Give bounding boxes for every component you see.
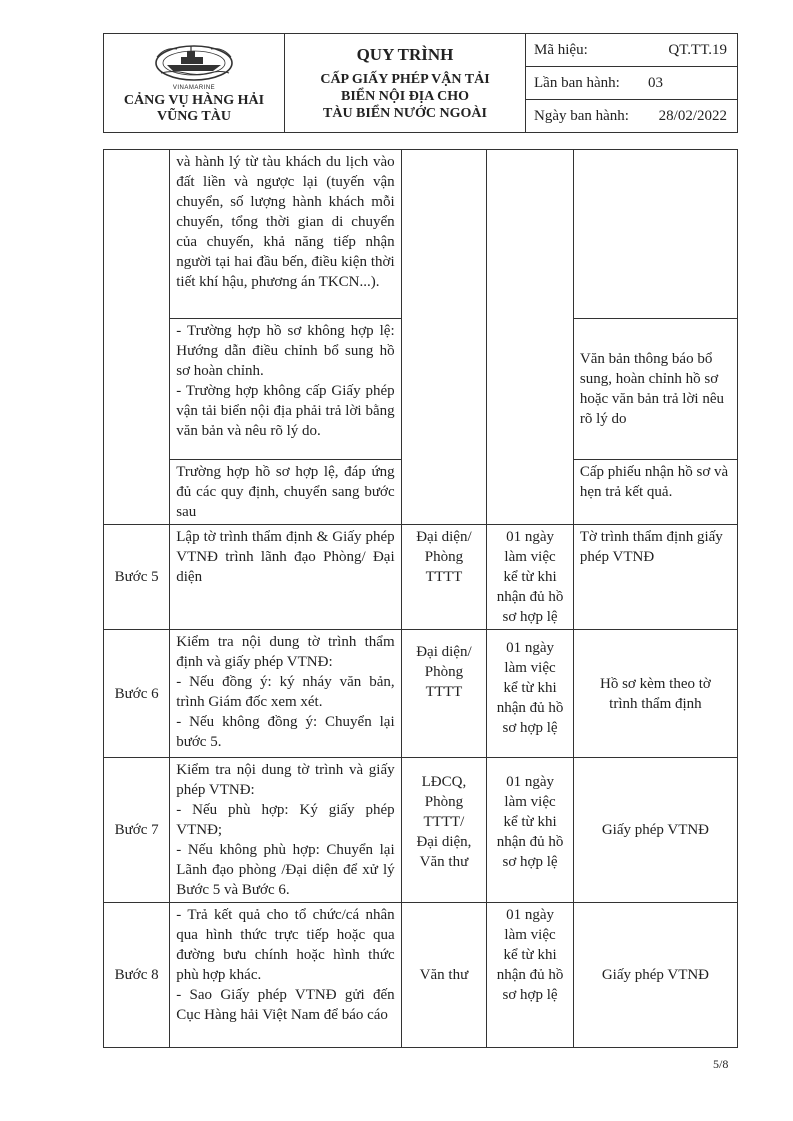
step-content: Lập tờ trình thẩm định & Giấy phép VTNĐ trình lãnh đạo Phòng/ Đại diện (170, 525, 401, 630)
responsible-cell: Đại diện/ Phòng TTTT (401, 525, 487, 630)
document-header (103, 33, 738, 133)
result-cell: Giấy phép VTNĐ (573, 758, 737, 903)
time-cell: 01 ngày làm việc kể từ khi nhận đủ hồ sơ hợp lệ (487, 630, 574, 758)
step-content: - Trường hợp hồ sơ không hợp lệ: Hướng dẫn điều chỉnh bổ sung hồ sơ hoàn chỉnh. - Trường hợp không cấp Giấy phép vận tải biển nội địa phải trả lời bằng văn bản và nêu rõ lý do. (170, 319, 401, 460)
result-cell: Giấy phép VTNĐ (573, 903, 737, 1048)
meta-date (526, 100, 737, 132)
step-content: và hành lý từ tàu khách du lịch vào đất liền và ngược lại (tuyến vận chuyển, số lượng hành khách mỗi chuyến, tổng thời gian di chuyển của chuyến, khả năng tiếp nhận người tại hai đầu bến, điều kiện thời tiết khí hậu, phương án TKCN...). (170, 150, 401, 319)
document-subtitle: CẤP GIẤY PHÉP VẬN TẢI BIỂN NỘI ĐỊA CHO TÀU BIỂN NƯỚC NGOÀI (320, 71, 490, 121)
meta-label: Mã hiệu: (534, 41, 588, 58)
result-cell: Hồ sơ kèm theo tờ trình thẩm định (573, 630, 737, 758)
step-cell (104, 150, 170, 525)
table-row (104, 630, 738, 758)
responsible-cell: Đại diện/ Phòng TTTT (401, 630, 487, 758)
result-text: Văn bản thông báo bổ sung, hoàn chỉnh hồ sơ hoặc văn bản trả lời nêu rõ lý do (579, 351, 724, 427)
result-cell: Cấp phiếu nhận hồ sơ và hẹn trả kết quả. (573, 460, 737, 525)
responsible-cell: LĐCQ, Phòng TTTT/ Đại diện, Văn thư (401, 758, 487, 903)
step-label: Bước 8 (104, 903, 170, 1048)
page-number: 5/8 (713, 1057, 729, 1071)
logo-text: VINAMARINE (172, 85, 216, 91)
step-content: Trường hợp hồ sơ hợp lệ, đáp ứng đủ các quy định, chuyển sang bước sau (170, 460, 401, 525)
responsible-cell: Văn thư (401, 903, 487, 1048)
meta-label: Ngày ban hành: (534, 107, 629, 124)
step-label: Bước 7 (104, 758, 170, 903)
result-cell: Tờ trình thẩm định giấy phép VTNĐ (573, 525, 737, 630)
meta-edition (526, 67, 737, 100)
title-cell (285, 34, 526, 133)
vinamarine-logo-icon (153, 43, 235, 89)
meta-value: QT.TT.19 (668, 41, 727, 58)
meta-value: 03 (648, 74, 663, 91)
procedure-table (103, 149, 738, 1048)
time-cell: 01 ngày làm việc kể từ khi nhận đủ hồ sơ hợp lệ (487, 903, 574, 1048)
table-row (104, 525, 738, 630)
table-row (104, 903, 738, 1048)
time-cell (487, 150, 574, 525)
time-cell: 01 ngày làm việc kể từ khi nhận đủ hồ sơ hợp lệ (487, 525, 574, 630)
organization-name: CẢNG VỤ HÀNG HẢI VŨNG TÀU (123, 93, 265, 124)
step-label: Bước 5 (104, 525, 170, 630)
step-label: Bước 6 (104, 630, 170, 758)
table-row (104, 150, 738, 319)
document-title: QUY TRÌNH (356, 44, 454, 64)
result-cell (573, 319, 737, 460)
meta-code (526, 34, 737, 67)
responsible-cell (401, 150, 487, 525)
meta-cell (526, 34, 738, 133)
time-cell: 01 ngày làm việc kể từ khi nhận đủ hồ sơ hợp lệ (487, 758, 574, 903)
step-content: Kiểm tra nội dung tờ trình và giấy phép VTNĐ: - Nếu phù hợp: Ký giấy phép VTNĐ; - Nếu không phù hợp: Chuyển lại Lãnh đạo phòng /Đại diện để xử lý Bước 5 và Bước 6. (170, 758, 401, 903)
step-content: Kiểm tra nội dung tờ trình thẩm định và giấy phép VTNĐ: - Nếu đồng ý: ký nháy văn bản, trình Giám đốc xem xét. - Nếu không đồng ý: Chuyển lại bước 5. (170, 630, 401, 758)
logo-cell (104, 34, 285, 133)
meta-value: 28/02/2022 (658, 107, 727, 124)
result-cell (573, 150, 737, 319)
table-row (104, 758, 738, 903)
step-content: - Trả kết quả cho tổ chức/cá nhân qua hình thức trực tiếp hoặc qua đường bưu chính hoặc hình thức phù hợp khác. - Sao Giấy phép VTNĐ gửi đến Cục Hàng hải Việt Nam để báo cáo (170, 903, 401, 1048)
meta-label: Lần ban hành: (534, 74, 620, 91)
